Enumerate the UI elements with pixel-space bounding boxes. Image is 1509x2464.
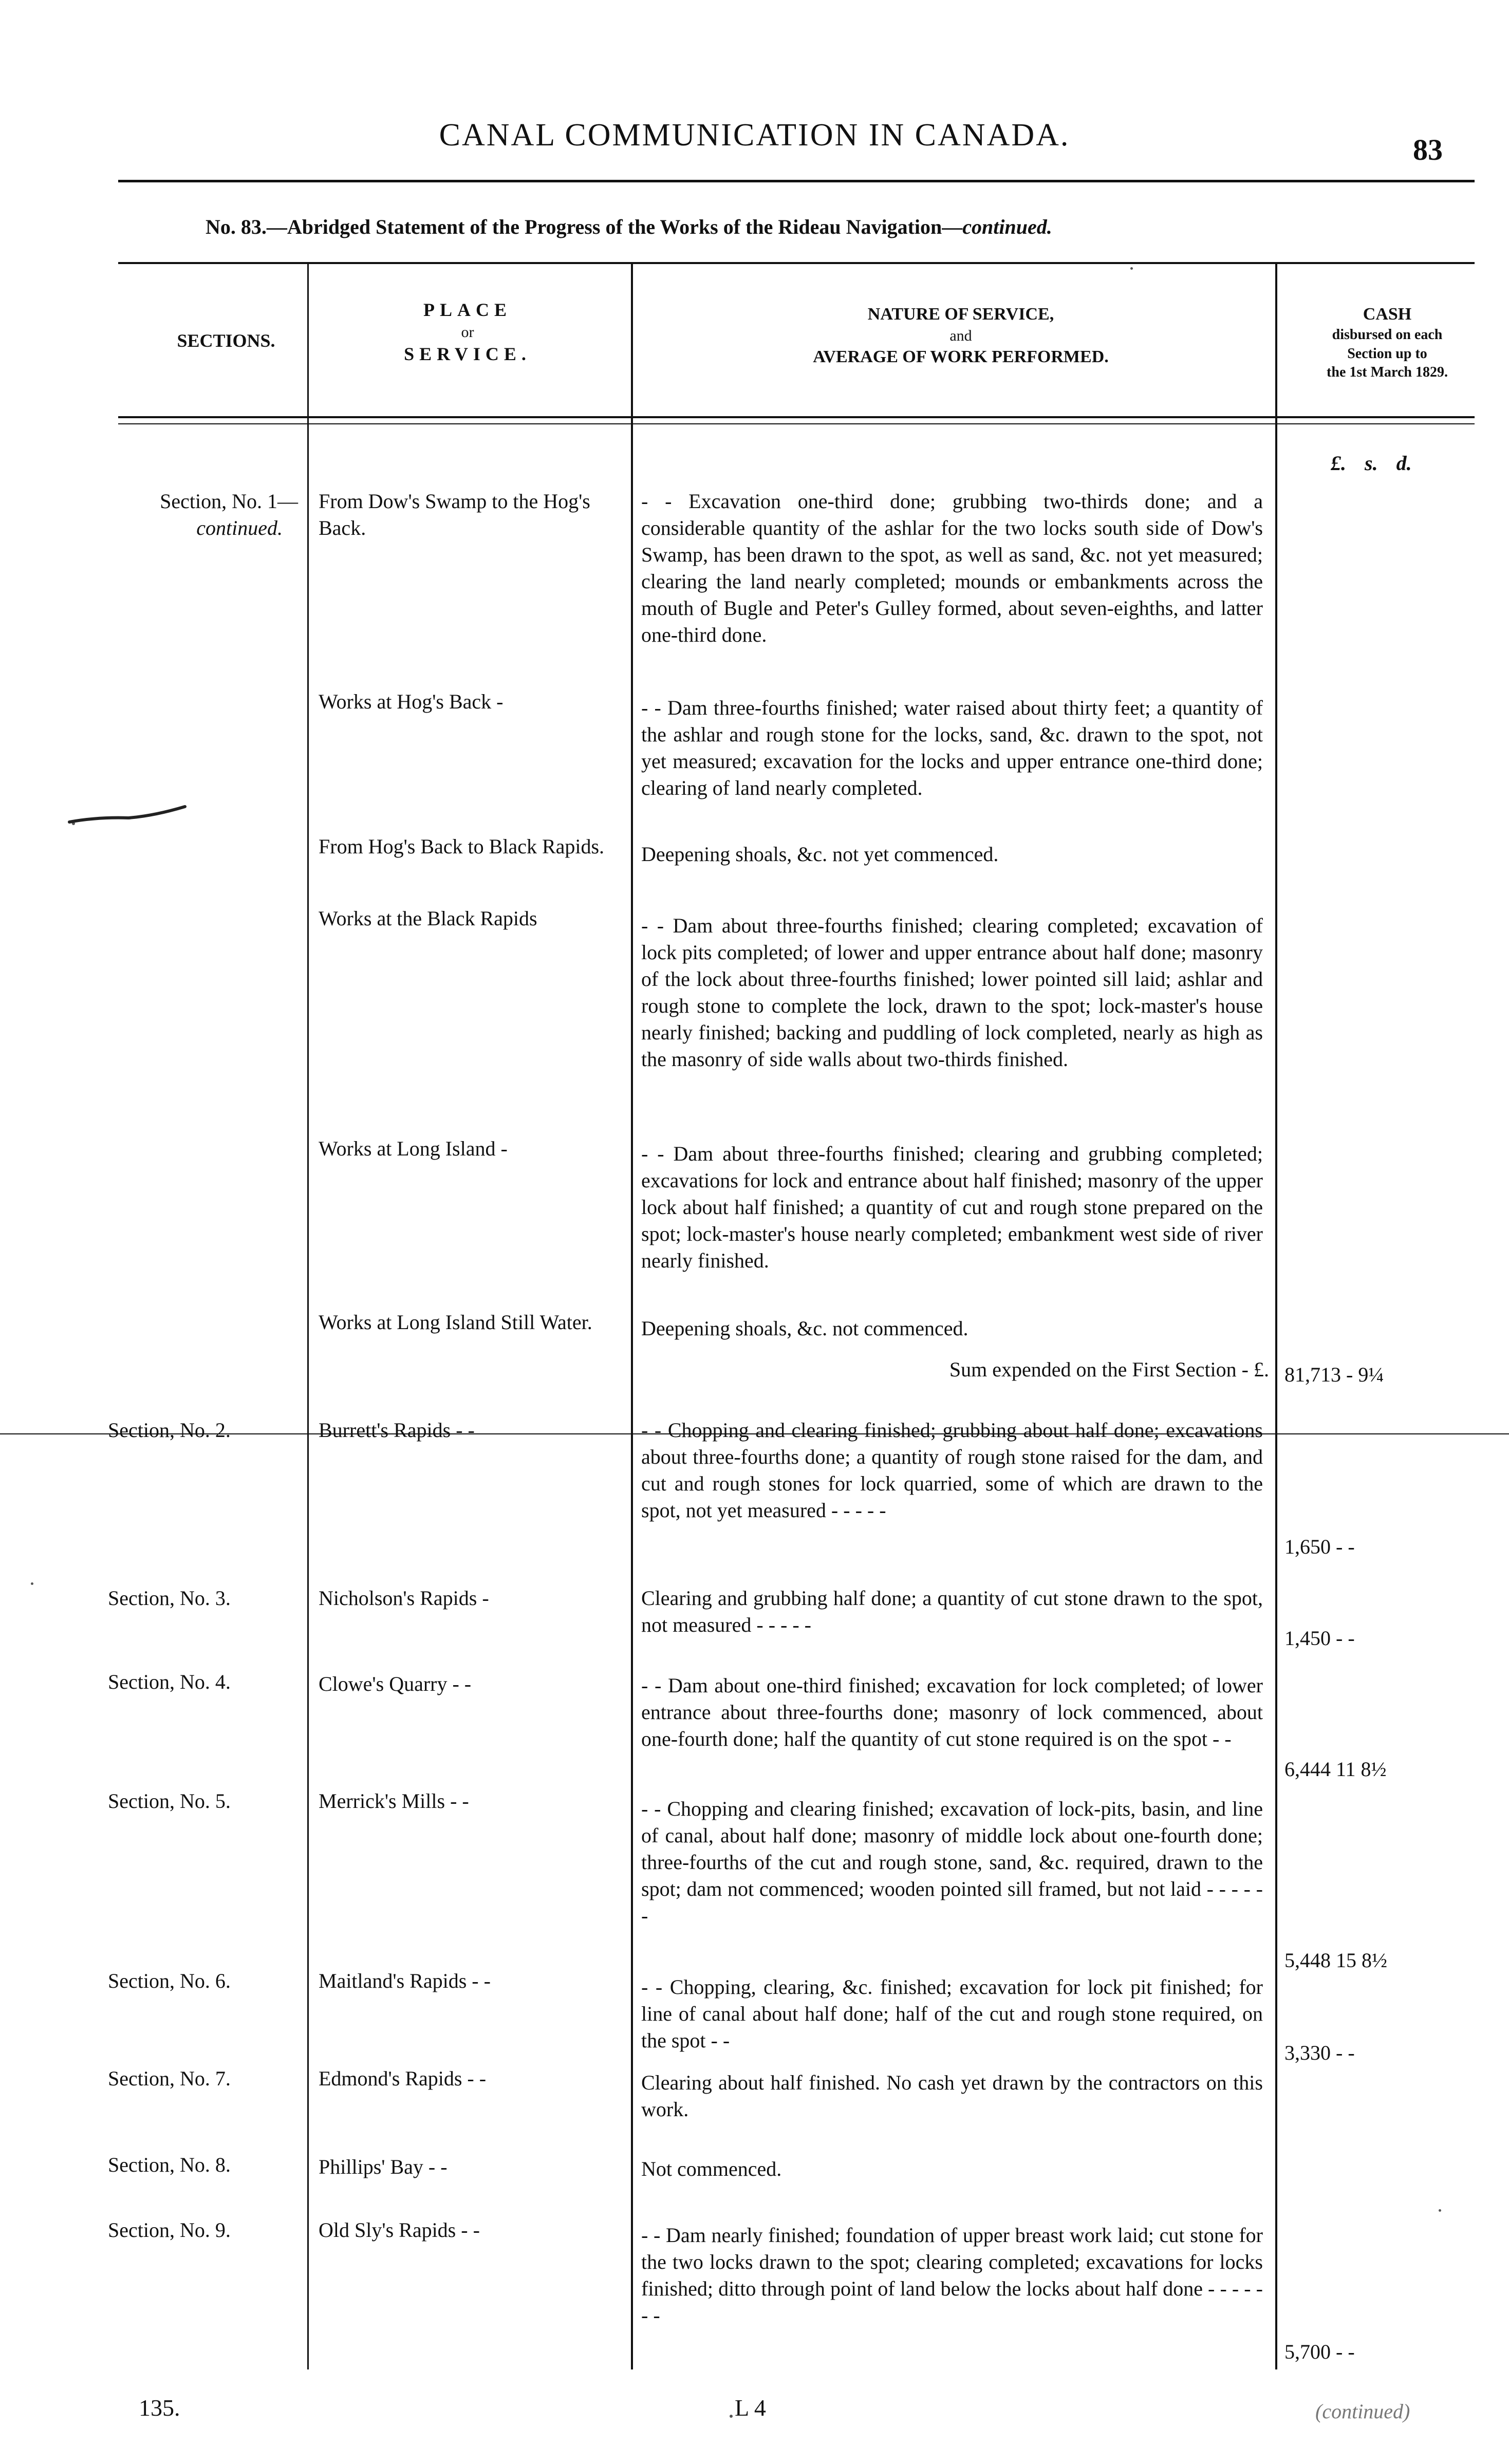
header-place-line-3: SERVICE. — [404, 343, 531, 364]
nature-hogs-back-to-black-rapids: Deepening shoals, &c. not yet commenced. — [641, 843, 999, 866]
header-nature-line-2: and — [949, 327, 972, 345]
nature-dows-swamp: - - Excavation one-third done; grubbing two-thirds done; and a considerable quantity of the ashlar for the two locks south side of Dow's Swamp, has been drawn to the spot, as well as sand, &c. not yet measured; clearing the land nearly completed; mounds or embankments across the mouth of Bugle and Peter's Gulley formed, about seven-eighths, and latter one-third done. — [641, 490, 1263, 646]
section-1-sum-label: Sum expended on the First Section - £. — [949, 1358, 1269, 1381]
place-merricks-mills: Merrick's Mills - - — [319, 1789, 469, 1813]
section-9-label: Section, No. 9. — [108, 2218, 231, 2242]
nature-nicholsons-rapids: Clearing and grubbing half done; a quantity of cut stone drawn to the spot, not measured - - - - - — [641, 1586, 1263, 1636]
header-cash — [1279, 303, 1495, 382]
section-4-label: Section, No. 4. — [108, 1670, 231, 1693]
cash-section-9: 5,700 - - — [1284, 2340, 1355, 2363]
nature-edmonds-rapids: Clearing about half finished. No cash yet drawn by the contractors on this work. — [641, 2071, 1263, 2121]
section-1-continued: continued. — [196, 516, 283, 539]
place-long-island: Works at Long Island - — [319, 1137, 508, 1160]
nature-hogs-back: - - Dam three-fourths finished; water raised about thirty feet; a quantity of the ashlar and rough stone for the locks, sand, &c. drawn to the spot, not yet measured; excavation for the locks and upper entrance one-third done; clearing of land nearly completed. — [641, 696, 1263, 799]
place-maitlands-rapids: Maitland's Rapids - - — [319, 1969, 491, 1992]
header-place-line-2: or — [461, 323, 474, 341]
section-1-label — [108, 488, 298, 542]
nature-old-slys-rapids: - - Dam nearly finished; foundation of upper breast work laid; cut stone for the two locks drawn to the spot; clearing completed; excavations for locks finished; ditto through point of land below the locks about half done - - - - - - - — [641, 2224, 1263, 2327]
section-6-label: Section, No. 6. — [108, 1969, 231, 1992]
page-number: 83 — [1413, 133, 1443, 166]
pen-mark — [67, 796, 190, 832]
place-hogs-back: Works at Hog's Back - — [319, 690, 504, 713]
table-caption-text: No. 83.—Abridged Statement of the Progress of the Works of the Rideau Navigation— — [206, 215, 963, 238]
place-hogs-back-to-black-rapids: From Hog's Back to Black Rapids. — [319, 835, 605, 858]
header-cash-line-3: Section up to — [1347, 345, 1427, 362]
header-nature — [642, 303, 1279, 368]
place-black-rapids: Works at the Black Rapids — [319, 907, 537, 930]
nature-phillips-bay: Not commenced. — [641, 2157, 782, 2180]
scan-speck — [730, 2415, 733, 2418]
section-2-label: Section, No. 2. — [108, 1418, 231, 1442]
place-dows-swamp: From Dow's Swamp to the Hog's Back. — [319, 490, 590, 539]
header-cash-line-1: CASH — [1363, 305, 1412, 324]
scan-speck — [31, 1582, 33, 1585]
header-place-line-1: PLACE — [423, 300, 512, 320]
header-cash-line-4: the 1st March 1829. — [1327, 364, 1448, 380]
gathering-mark: L 4 — [735, 2395, 766, 2421]
cash-section-5: 5,448 15 8½ — [1284, 1949, 1387, 1972]
place-clowes-quarry: Clowe's Quarry - - — [319, 1672, 472, 1695]
header-nature-line-3: AVERAGE OF WORK PERFORMED. — [813, 347, 1109, 367]
header-sections: SECTIONS. — [177, 330, 275, 351]
nature-black-rapids: - - Dam about three-fourths finished; clearing completed; excavation of lock pits completed; of lower and upper entrance about half done; masonry of the lock about three-fourths finished; lower pointed sill laid; ashlar and rough stone to complete the lock, drawn to the spot; lock-master's house nearly finished; backing and puddling of lock completed, nearly as high as the masonry of side walls about two-thirds finished. — [641, 914, 1263, 1071]
signature-mark: 135. — [139, 2395, 180, 2421]
cash-section-4: 6,444 11 8½ — [1284, 1758, 1387, 1781]
header-place — [319, 298, 617, 366]
nature-merricks-mills: - - Chopping and clearing finished; excavation of lock-pits, basin, and line of canal, about half done; masonry of middle lock about one-fourth done; three-fourths of the cut and rough stone, sand, &c. required, drawn to the spot; dam not commenced; wooden pointed sill framed, but not laid - - - - - - — [641, 1797, 1263, 1927]
table-top-rule — [118, 262, 1475, 264]
place-phillips-bay: Phillips' Bay - - — [319, 2155, 448, 2178]
table-caption-continued: continued. — [962, 215, 1052, 238]
column-divider-3 — [1275, 263, 1277, 2369]
nature-long-island-still-water: Deepening shoals, &c. not commenced. — [641, 1317, 968, 1340]
place-nicholsons-rapids: Nicholson's Rapids - — [319, 1586, 489, 1610]
place-edmonds-rapids: Edmond's Rapids - - — [319, 2067, 487, 2090]
section-8-label: Section, No. 8. — [108, 2153, 231, 2176]
nature-clowes-quarry: - - Dam about one-third finished; excavation for lock completed; of lower entrance about three-fourths done; masonry of lock commenced, about one-fourth done; half the quantity of cut stone required is on the spot - - — [641, 1674, 1263, 1750]
section-7-label: Section, No. 7. — [108, 2067, 231, 2090]
running-title: CANAL COMMUNICATION IN CANADA. — [439, 118, 1070, 153]
column-divider-2 — [631, 263, 633, 2369]
cash-section-3: 1,450 - - — [1284, 1627, 1355, 1650]
nature-burretts-rapids: - - Chopping and clearing finished; grubbing about half done; excavations about three-fourths done; a quantity of rough stone raised for the dam, and cut and rough stones for lock quarried, some of which are drawn to the spot, not yet measured - - - - - — [641, 1418, 1263, 1522]
table-header-rule-2 — [118, 423, 1475, 424]
scan-speck — [1439, 2209, 1441, 2212]
currency-heading: £. s. d. — [1331, 452, 1412, 475]
table-header-rule — [118, 416, 1475, 418]
catchword: (continued) — [1315, 2400, 1410, 2423]
section-5-label: Section, No. 5. — [108, 1789, 231, 1813]
section-1-label-text: Section, No. 1— — [160, 490, 298, 513]
cash-section-6: 3,330 - - — [1284, 2041, 1355, 2064]
header-nature-line-1: NATURE OF SERVICE, — [867, 305, 1054, 324]
nature-maitlands-rapids: - - Chopping, clearing, &c. finished; excavation for lock pit finished; for line of canal about half done; half of the cut and rough stone required, on the spot - - — [641, 1975, 1263, 2052]
scan-speck — [1130, 267, 1133, 270]
cash-section-2: 1,650 - - — [1284, 1535, 1355, 1558]
column-divider-1 — [307, 263, 309, 2369]
section-3-label: Section, No. 3. — [108, 1586, 231, 1610]
nature-long-island: - - Dam about three-fourths finished; clearing and grubbing completed; excavations for lock and entrance about half finished; masonry of the upper lock about half finished; a quantity of cut and rough stone prepared on the spot; lock-master's house nearly completed; embankment west side of river nearly finished. — [641, 1142, 1263, 1272]
place-burretts-rapids: Burrett's Rapids - - — [319, 1418, 475, 1442]
place-long-island-still-water: Works at Long Island Still Water. — [319, 1311, 592, 1334]
header-cash-line-2: disbursed on each — [1332, 327, 1443, 343]
place-old-slys-rapids: Old Sly's Rapids - - — [319, 2218, 480, 2242]
section-1-sum-cash: 81,713 - 9¼ — [1284, 1363, 1384, 1386]
table-caption — [206, 215, 1387, 239]
header-rule — [118, 180, 1475, 182]
